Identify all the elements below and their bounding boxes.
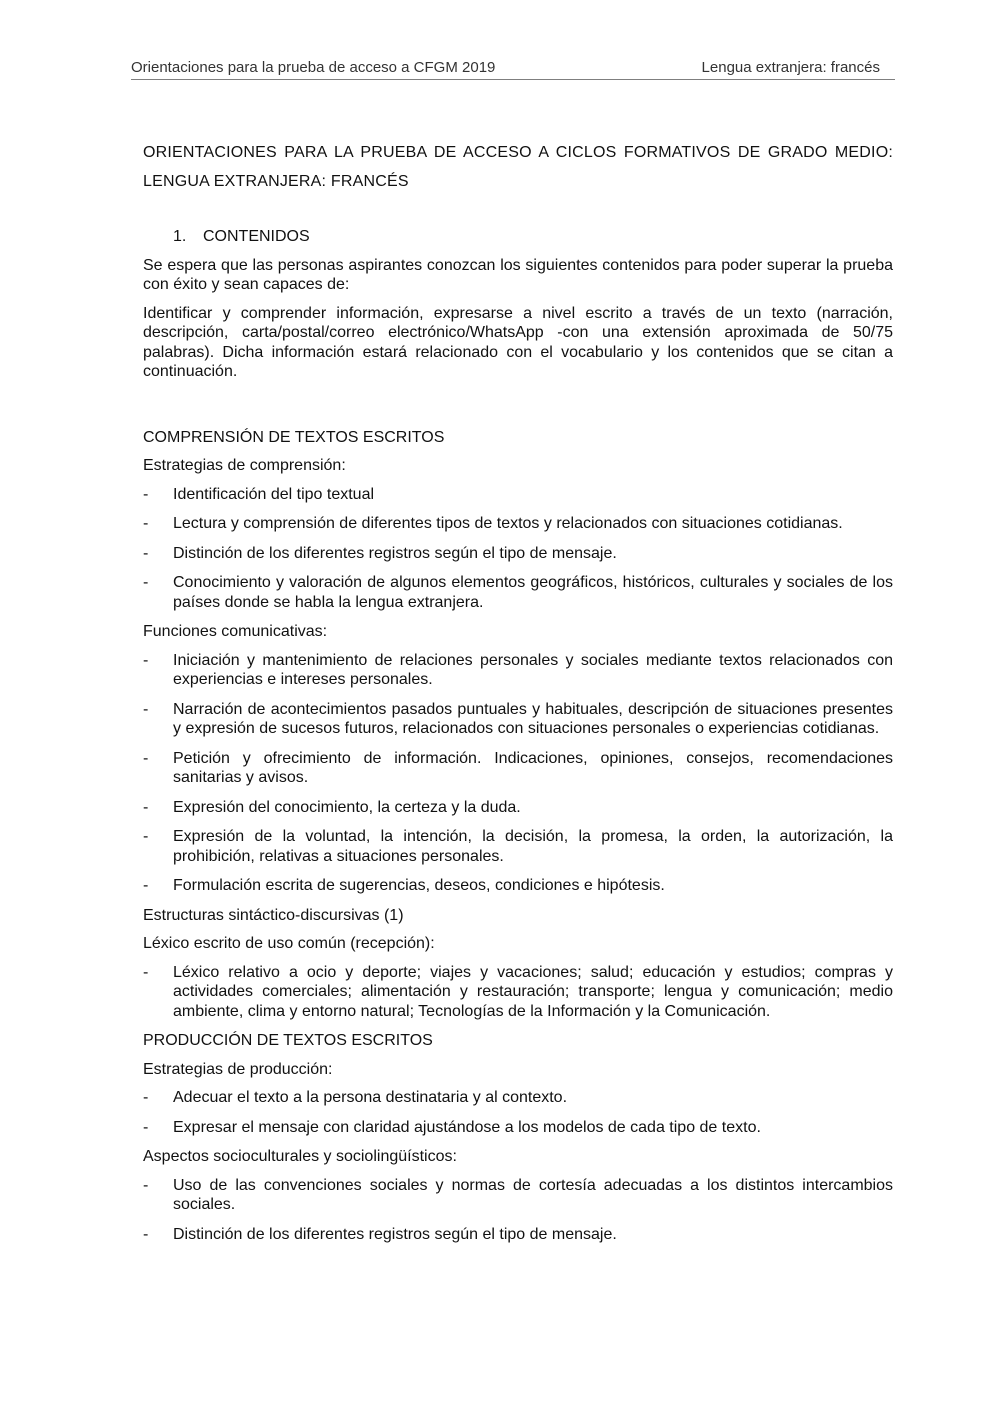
list-item-text: Adecuar el texto a la persona destinataria y al contexto. [173, 1089, 568, 1106]
funciones-list [143, 651, 893, 896]
header-right-text: Lengua extranjera: francés [701, 59, 880, 76]
list-item [143, 1225, 893, 1245]
list-item [143, 514, 893, 534]
aspectos-label: Aspectos socioculturales y sociolingüísticos: [143, 1148, 457, 1165]
list-item [143, 749, 893, 788]
list-item-text: Petición y ofrecimiento de información. Indicaciones, opiniones, consejos, recomendaciones sanitarias y avisos. [173, 749, 893, 786]
list-item-text: Expresar el mensaje con claridad ajustándose a los modelos de cada tipo de texto. [173, 1118, 761, 1136]
dash-bullet: - [143, 544, 149, 562]
dash-bullet: - [143, 574, 149, 591]
list-item-text: Distinción de los diferentes registros según el tipo de mensaje. [173, 1225, 617, 1243]
comprension-estrategias-label: Estrategias de comprensión: [143, 457, 346, 474]
list-item-text: Léxico relativo a ocio y deporte; viajes y vacaciones; salud; educación y estudios; compras y actividades comerciales; alimentación y restauración; transporte; lengua y comunicación; medio ambiente, clima y entorno natural; Tecnologías de la Información y la Comunicación. [173, 963, 893, 1020]
dash-bullet: - [143, 1118, 149, 1136]
list-item-text: Iniciación y mantenimiento de relaciones personales y sociales mediante textos relacionados con experiencias e intereses personales. [173, 651, 893, 688]
page-title: ORIENTACIONES PARA LA PRUEBA DE ACCESO A CICLOS FORMATIVOS DE GRADO MEDIO: LENGUA EXTRANJERA: FRANCÉS [143, 144, 893, 190]
list-item [143, 1088, 893, 1108]
dash-bullet: - [143, 828, 149, 845]
intro-paragraph: Se espera que las personas aspirantes conozcan los siguientes contenidos para poder superar la prueba con éxito y sean capaces de: [143, 256, 893, 293]
section-contenidos-heading [173, 227, 893, 247]
list-item-text: Uso de las convenciones sociales y normas de cortesía adecuadas a los distintos intercambios sociales. [173, 1176, 893, 1213]
produccion-estrategias-list [143, 1088, 893, 1137]
aspectos-list [143, 1176, 893, 1245]
document-body [143, 138, 893, 1254]
dash-bullet: - [143, 485, 149, 503]
list-item [143, 827, 893, 866]
dash-bullet: - [143, 1225, 149, 1243]
list-item [143, 700, 893, 739]
list-item [143, 485, 893, 505]
dash-bullet: - [143, 1089, 149, 1106]
dash-bullet: - [143, 749, 149, 767]
list-item [143, 1176, 893, 1215]
list-item [143, 1118, 893, 1138]
list-item-text: Distinción de los diferentes registros según el tipo de mensaje. [173, 544, 617, 562]
lexico-label: Léxico escrito de uso común (recepción): [143, 935, 435, 952]
dash-bullet: - [143, 1176, 149, 1194]
list-item-text: Lectura y comprensión de diferentes tipos de textos y relacionados con situaciones cotidianas. [173, 515, 843, 532]
list-item-text: Expresión del conocimiento, la certeza y la duda. [173, 798, 521, 816]
dash-bullet: - [143, 515, 149, 532]
lexico-list [143, 963, 893, 1022]
description-paragraph: Identificar y comprender información, expresarse a nivel escrito a través de un texto (narración, descripción, carta/postal/correo electrónico/WhatsApp -con una extensión aproximada de 50/75 palabras). Dicha información estará relacionado con el vocabulario y los contenidos que se citan a continuación. [143, 304, 893, 380]
section-number: 1. [173, 228, 187, 245]
list-item [143, 544, 893, 564]
list-item-text: Conocimiento y valoración de algunos elementos geográficos, históricos, culturales y sociales de los países donde se habla la lengua extranjera. [173, 574, 893, 611]
dash-bullet: - [143, 798, 149, 816]
list-item [143, 573, 893, 612]
list-item-text: Expresión de la voluntad, la intención, la decisión, la promesa, la orden, la autorización, la prohibición, relativas a situaciones personales. [173, 828, 893, 865]
list-item [143, 651, 893, 690]
page-header [131, 59, 895, 80]
section-label: CONTENIDOS [203, 228, 310, 245]
dash-bullet: - [143, 651, 149, 669]
dash-bullet: - [143, 963, 149, 981]
produccion-heading: PRODUCCIÓN DE TEXTOS ESCRITOS [143, 1032, 433, 1049]
estructuras-label: Estructuras sintáctico-discursivas (1) [143, 906, 404, 924]
produccion-estrategias-label: Estrategias de producción: [143, 1060, 333, 1078]
list-item [143, 876, 893, 896]
list-item [143, 798, 893, 818]
funciones-label: Funciones comunicativas: [143, 623, 328, 640]
list-item-text: Identificación del tipo textual [173, 485, 375, 503]
dash-bullet: - [143, 877, 149, 894]
list-item [143, 963, 893, 1022]
list-item-text: Narración de acontecimientos pasados puntuales y habituales, descripción de situaciones presentes y expresión de sucesos futuros, relacionados con situaciones personales o experiencias cotidianas. [173, 700, 893, 737]
dash-bullet: - [143, 700, 149, 718]
list-item-text: Formulación escrita de sugerencias, deseos, condiciones e hipótesis. [173, 877, 665, 894]
comprension-heading: COMPRENSIÓN DE TEXTOS ESCRITOS [143, 428, 445, 446]
comprension-estrategias-list [143, 485, 893, 613]
header-left-text: Orientaciones para la prueba de acceso a CFGM 2019 [131, 59, 496, 76]
